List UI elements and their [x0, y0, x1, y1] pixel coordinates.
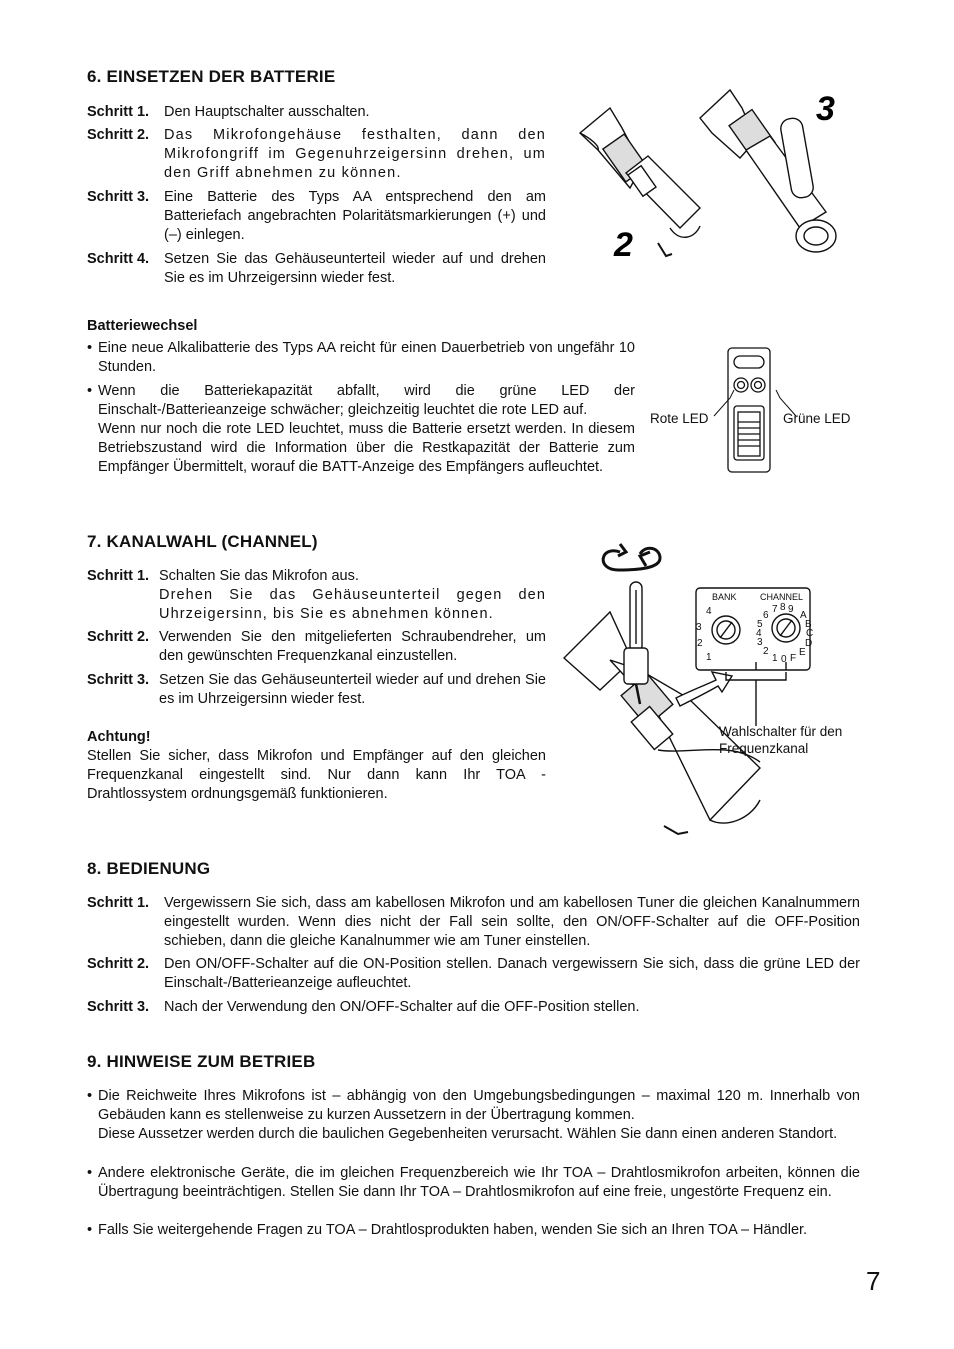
- s6-step-1: [87, 103, 546, 122]
- section-6-heading: 6. EINSETZEN DER BATTERIE: [87, 67, 336, 86]
- red-led-label: Rote LED: [650, 411, 709, 426]
- channel-label: CHANNEL: [760, 592, 804, 602]
- bullet-text: Die Reichweite Ihres Mikrofons ist – abhängig von den Umgebungsbedingungen – maximal 120 m. Innerhalb von Gebäuden kann es stellenweise zu kurzen Aussetzern in der Übertragung kommen.: [98, 1088, 860, 1123]
- s8-step-1: [87, 894, 860, 951]
- step-label: Schritt 1.: [87, 104, 150, 120]
- green-led-label: Grüne LED: [783, 411, 851, 426]
- caution-text: Stellen Sie sicher, dass Mikrofon und Empfänger auf den gleichen Frequenzkanal eingestellt sind. Nur dann kann Ihr TOA - Drahtlossystem ordnungsgemäß funktionieren.: [87, 748, 546, 802]
- channel-digit: 1: [772, 653, 778, 664]
- s9-bullet-3: [87, 1221, 860, 1240]
- step-text: Setzen Sie das Gehäuseunterteil wieder auf und drehen Sie es im Uhrzeigersinn wieder fest.: [164, 251, 546, 286]
- s7-step-3: [87, 671, 546, 709]
- step-text: Eine Batterie des Typs AA entsprechend den am Batteriefach angebrachten Polaritätsmarkierungen (+) und (–) einlegen.: [164, 189, 546, 243]
- step-label: Schritt 1.: [87, 568, 150, 584]
- bullet-dot: •: [87, 383, 93, 399]
- bank-digit: 4: [706, 606, 712, 617]
- bank-digit: 2: [697, 638, 703, 649]
- channel-digit: 7: [772, 604, 778, 615]
- bullet-dot: •: [87, 340, 93, 356]
- bank-digit: 1: [706, 652, 712, 663]
- step-text: Nach der Verwendung den ON/OFF-Schalter auf die OFF-Position stellen.: [164, 999, 640, 1015]
- s8-step-3: [87, 998, 860, 1017]
- bullet-dot: •: [87, 1088, 93, 1104]
- s7-step-1: [87, 567, 546, 624]
- caution-title: Achtung!: [87, 729, 151, 745]
- figure-number-2: 2: [614, 226, 633, 264]
- channel-digit: B: [805, 619, 812, 630]
- section-8-heading: 8. BEDIENUNG: [87, 859, 211, 878]
- step-label: Schritt 4.: [87, 251, 150, 267]
- step-label: Schritt 1.: [87, 895, 150, 911]
- step-text: Vergewissern Sie sich, dass am kabellosen Mikrofon und am kabellosen Tuner die gleichen Kanalnummern eingestellt wurden. Wenn dies nicht der Fall sein sollte, den ON/OFF-Schalter auf die OFF-Position schieben, dann die gleiche Kanalnummer wie am Tuner einstellen.: [164, 895, 860, 949]
- step-text: Den ON/OFF-Schalter auf die ON-Position stellen. Danach vergewissern Sie sich, dass die grüne LED der Einschalt-/Batterieanzeige aufleuchtet.: [164, 956, 860, 991]
- s8-step-2: [87, 955, 860, 993]
- channel-digit: F: [790, 653, 797, 664]
- bullet-text: Andere elektronische Geräte, die im gleichen Frequenzbereich wie Ihr TOA – Drahtlosmikrofon arbeiten, können die Übertragung beeinträchtigen. Stellen Sie dann Ihr TOA – Drahtlosmikrofon auf eine freie, ungestörte Frequenz ein.: [98, 1165, 860, 1200]
- bullet-text-continued: Wenn nur noch die rote LED leuchtet, muss die Batterie ersetzt werden. In diesem Betriebszustand wird die Information über die Restkapazität der Batterie zum Empfänger Übermittelt, worauf die BATT-Anzeige des Empfängers aufleuchtet.: [98, 421, 635, 475]
- switch-caption: Wahlschalter für den Frequenzkanal: [719, 724, 843, 756]
- s7-step-2: [87, 628, 546, 666]
- section-7-heading: 7. KANALWAHL (CHANNEL): [87, 532, 318, 551]
- bullet-dot: •: [87, 1222, 93, 1238]
- s9-bullet-2: [87, 1164, 860, 1202]
- s9-bullet-1: [87, 1087, 860, 1144]
- bank-label: BANK: [712, 592, 737, 602]
- bullet-dot: •: [87, 1165, 93, 1181]
- bullet-text: Wenn die Batteriekapazität abfallt, wird die grüne LED der Einschalt-/Batterieanzeige schwächer; gleichzeitig leuchtet die rote LED auf.: [98, 383, 635, 418]
- section-9-heading: 9. HINWEISE ZUM BETRIEB: [87, 1052, 316, 1071]
- channel-digit: 9: [788, 604, 794, 615]
- s6-step-4: [87, 250, 546, 288]
- channel-digit: 4: [756, 628, 762, 639]
- s6-step-2: [87, 126, 546, 183]
- step-label: Schritt 3.: [87, 999, 150, 1015]
- channel-digit: 2: [763, 646, 769, 657]
- step-label: Schritt 2.: [87, 629, 150, 645]
- bullet-text: Falls Sie weitergehende Fragen zu TOA – Drahtlosprodukten haben, wenden Sie sich an Ihren TOA – Händler.: [98, 1222, 808, 1238]
- channel-selection-illustration: [560, 540, 860, 840]
- s6-step-3: [87, 188, 546, 245]
- step-text: Das Mikrofongehäuse festhalten, dann den Mikrofongriff im Gegenuhrzeigersinn drehen, um den Griff abnehmen zu können.: [164, 127, 546, 181]
- step-label: Schritt 3.: [87, 672, 150, 688]
- step-label: Schritt 2.: [87, 956, 150, 972]
- step-text: Setzen Sie das Gehäuseunterteil wieder auf und drehen Sie es im Uhrzeigersinn wieder fest.: [159, 672, 546, 707]
- channel-digit: 8: [780, 602, 786, 613]
- channel-digit: E: [799, 647, 806, 658]
- step-text-continued: Drehen Sie das Gehäuseunterteil gegen den Uhrzeigersinn, bis Sie es abnehmen können.: [159, 587, 546, 622]
- channel-digit: C: [806, 628, 814, 639]
- page-number: 7: [866, 1266, 881, 1296]
- step-text: Verwenden Sie den mitgelieferten Schraubendreher, um den gewünschten Frequenzkanal einzustellen.: [159, 629, 546, 664]
- s6-bullet-1: [87, 339, 635, 377]
- channel-digit: A: [800, 610, 807, 621]
- channel-digit: 6: [763, 610, 769, 621]
- step-label: Schritt 3.: [87, 189, 150, 205]
- battery-insertion-illustration: [570, 78, 860, 278]
- s6-bullet-2: [87, 382, 635, 477]
- channel-digit: D: [805, 638, 813, 649]
- channel-digit: 3: [757, 637, 763, 648]
- battery-change-heading: Batteriewechsel: [87, 318, 198, 334]
- figure-number-3: 3: [816, 90, 835, 128]
- step-text: Schalten Sie das Mikrofon aus.: [159, 568, 359, 584]
- step-text: Den Hauptschalter ausschalten.: [164, 104, 370, 120]
- bullet-text-continued: Diese Aussetzer werden durch die baulichen Gegebenheiten verursacht. Wählen Sie dann einen anderen Standort.: [98, 1126, 838, 1142]
- bullet-text: Eine neue Alkalibatterie des Typs AA reicht für einen Dauerbetrieb von ungefähr 10 Stunden.: [98, 340, 635, 375]
- channel-digit: 0: [781, 654, 787, 665]
- channel-digit: 5: [757, 619, 763, 630]
- step-label: Schritt 2.: [87, 127, 150, 143]
- bank-digit: 3: [696, 622, 702, 633]
